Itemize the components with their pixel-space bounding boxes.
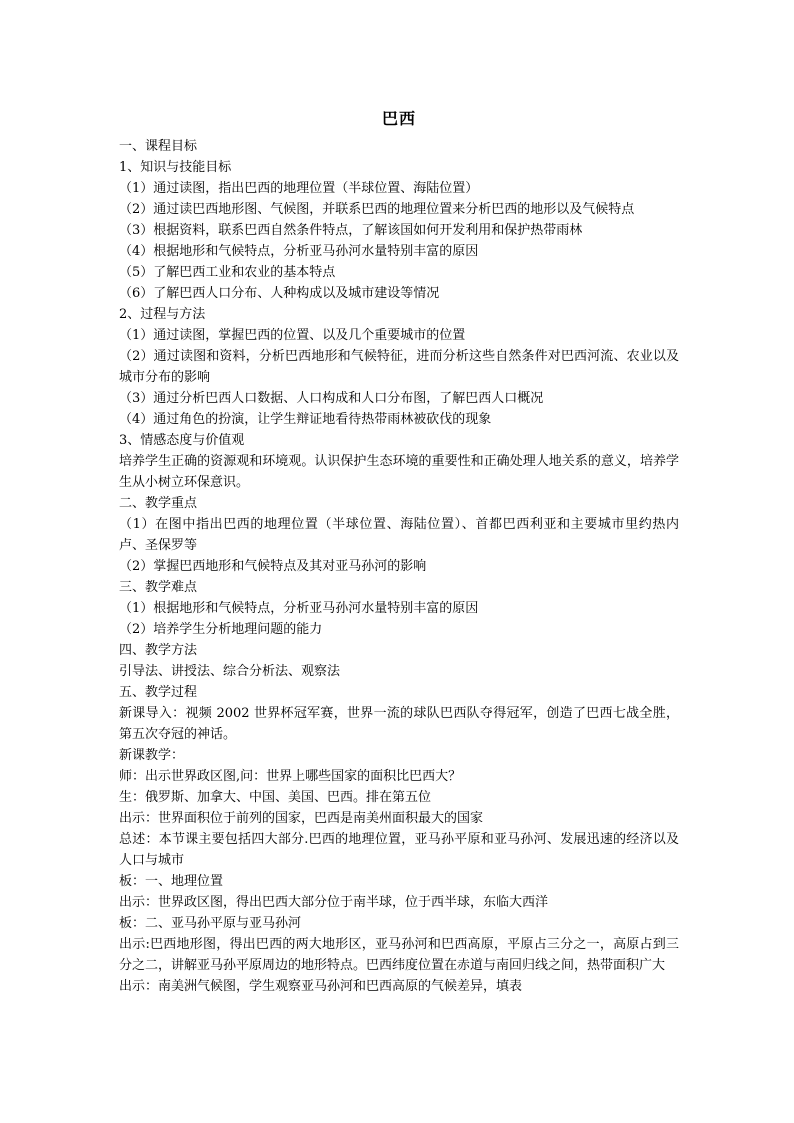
section-heading: 一、课程目标	[119, 139, 198, 154]
list-item: （1）通过读图，指出巴西的地理位置（半球位置、海陆位置）	[119, 181, 479, 196]
list-item: （5）了解巴西工业和农业的基本特点	[119, 265, 336, 280]
paragraph: 新课导入：视频 2002 世界杯冠军赛，世界一流的球队巴西队夺得冠军，创造了巴西七战全胜，第五次夺冠的神话。	[119, 706, 679, 742]
list-item: （3）根据资料，联系巴西自然条件特点，了解该国如何开发利用和保护热带雨林	[119, 223, 583, 238]
list-item: （6）了解巴西人口分布、人种构成以及城市建设等情况	[119, 286, 440, 301]
list-item: （2）通过读图和资料，分析巴西地形和气候特征，进而分析这些自然条件对巴西河流、农业以及城市分布的影响	[119, 349, 679, 385]
section-heading: 三、教学难点	[119, 580, 198, 595]
section-heading: 五、教学过程	[119, 685, 198, 700]
subsection-heading: 3、情感态度与价值观	[119, 433, 245, 448]
list-item: （1）通过读图，掌握巴西的位置、以及几个重要城市的位置	[119, 328, 466, 343]
section-heading: 四、教学方法	[119, 643, 198, 658]
section-heading: 二、教学重点	[119, 496, 198, 511]
subsection-heading: 2、过程与方法	[119, 307, 206, 322]
paragraph: 总述：本节课主要包括四大部分.巴西的地理位置，亚马孙平原和亚马孙河、发展迅速的经济以及人口与城市	[119, 832, 679, 868]
paragraph: 师：出示世界政区图,问：世界上哪些国家的面积比巴西大？	[119, 769, 462, 784]
list-item: （4）通过角色的扮演，让学生辩证地看待热带雨林被砍伐的现象	[119, 412, 492, 427]
list-item: （2）掌握巴西地形和气候特点及其对亚马孙河的影响	[119, 559, 427, 574]
list-item: （4）根据地形和气候特点，分析亚马孙河水量特别丰富的原因	[119, 244, 479, 259]
paragraph: 引导法、讲授法、综合分析法、观察法	[119, 664, 341, 679]
document-page	[119, 108, 679, 997]
list-item: （1）在图中指出巴西的地理位置（半球位置、海陆位置）、首都巴西利亚和主要城市里约热内卢、圣保罗等	[119, 517, 679, 553]
document-title: 巴西	[381, 109, 416, 128]
paragraph: 出示：世界面积位于前列的国家，巴西是南美州面积最大的国家	[119, 811, 484, 826]
paragraph: 出示：世界政区图，得出巴西大部分位于南半球，位于西半球，东临大西洋	[119, 895, 549, 910]
list-item: （3）通过分析巴西人口数据、人口构成和人口分布图，了解巴西人口概况	[119, 391, 544, 406]
list-item: （1）根据地形和气候特点，分析亚马孙河水量特别丰富的原因	[119, 601, 479, 616]
subsection-heading: 1、知识与技能目标	[119, 160, 232, 175]
list-item: （2）通过读巴西地形图、气候图，并联系巴西的地理位置来分析巴西的地形以及气候特点	[119, 202, 635, 217]
paragraph: 出示：南美洲气候图，学生观察亚马孙河和巴西高原的气候差异，填表	[119, 979, 523, 994]
list-item: （2）培养学生分析地理问题的能力	[119, 622, 323, 637]
paragraph: 板：二、亚马孙平原与亚马孙河	[119, 916, 302, 931]
paragraph: 出示:巴西地形图，得出巴西的两大地形区，亚马孙河和巴西高原，平原占三分之一，高原占到三分之二，讲解亚马孙平原周边的地形特点。巴西纬度位置在赤道与南回归线之间，热带面积广大	[119, 937, 679, 973]
paragraph: 培养学生正确的资源观和环境观。认识保护生态环境的重要性和正确处理人地关系的意义，培养学生从小树立环保意识。	[119, 454, 679, 490]
paragraph: 新课教学：	[119, 748, 185, 763]
paragraph: 板：一、地理位置	[119, 874, 224, 889]
paragraph: 生：俄罗斯、加拿大、中国、美国、巴西。排在第五位	[119, 790, 432, 805]
